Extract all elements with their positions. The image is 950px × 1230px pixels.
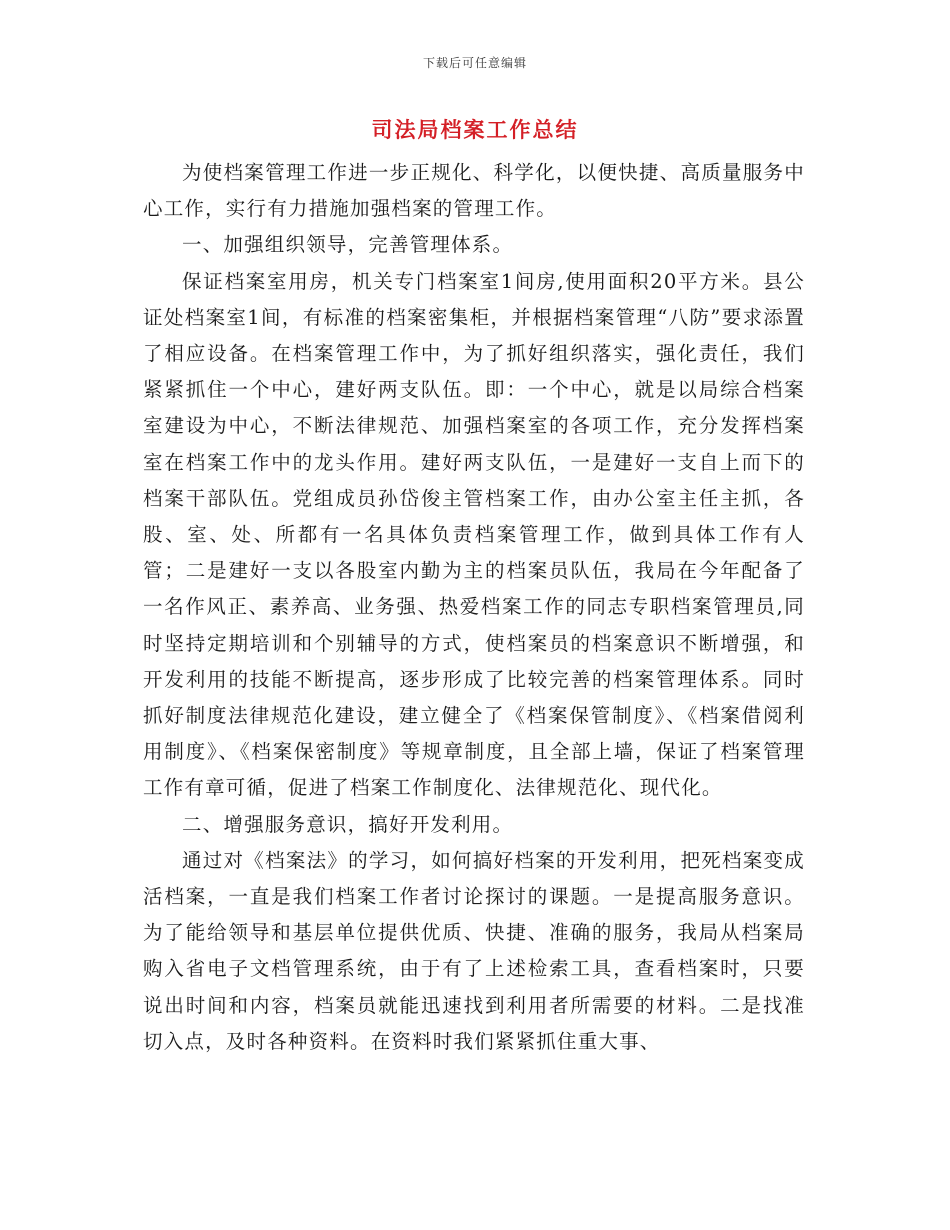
document-body [143, 155, 805, 1060]
paragraph-intro: 为使档案管理工作进一步正规化、科学化，以便快捷、高质量服务中心工作，实行有力措施加强档案的管理工作。 [143, 161, 805, 221]
section-heading-1: 一、加强组织领导，完善管理体系。 [182, 233, 514, 257]
paragraph-section-2: 通过对《档案法》的学习，如何搞好档案的开发利用，把死档案变成活档案，一直是我们档案工作者讨论探讨的课题。一是提高服务意识。为了能给领导和基层单位提供优质、快捷、准确的服务，我局从档案局购入省电子文档管理系统，由于有了上述检索工具，查看档案时，只要说出时间和内容，档案员就能迅速找到利用者所需要的材料。二是找准切入点，及时各种资料。在资料时我们紧紧抓住重大事、 [143, 848, 805, 1053]
header-note: 下载后可任意编辑 [422, 56, 527, 70]
section-heading-2: 二、增强服务意识，搞好开发利用。 [182, 812, 514, 836]
paragraph-section-1: 保证档案室用房，机关专门档案室1间房,使用面积20平方米。县公证处档案室1间，有标准的档案密集柜，并根据档案管理“八防”要求添置了相应设备。在档案管理工作中，为了抓好组织落实，强化责任，我们紧紧抓住一个中心，建好两支队伍。即：一个中心，就是以局综合档案室建设为中心，不断法律规范、加强档案室的各项工作，充分发挥档案室在档案工作中的龙头作用。建好两支队伍，一是建好一支自上而下的档案干部队伍。党组成员孙岱俊主管档案工作，由办公室主任主抓，各股、室、处、所都有一名具体负责档案管理工作，做到具体工作有人管；二是建好一支以各股室内勤为主的档案员队伍，我局在今年配备了一名作风正、素养高、业务强、热爱档案工作的同志专职档案管理员,同时坚持定期培训和个别辅导的方式，使档案员的档案意识不断增强，和开发利用的技能不断提高，逐步形成了比较完善的档案管理体系。同时抓好制度法律规范化建设，建立健全了《档案保管制度》、《档案借阅利用制度》、《档案保密制度》等规章制度，且全部上墙，保证了档案管理工作有章可循，促进了档案工作制度化、法律规范化、现代化。 [143, 269, 805, 800]
document-title: 司法局档案工作总结 [371, 118, 579, 142]
